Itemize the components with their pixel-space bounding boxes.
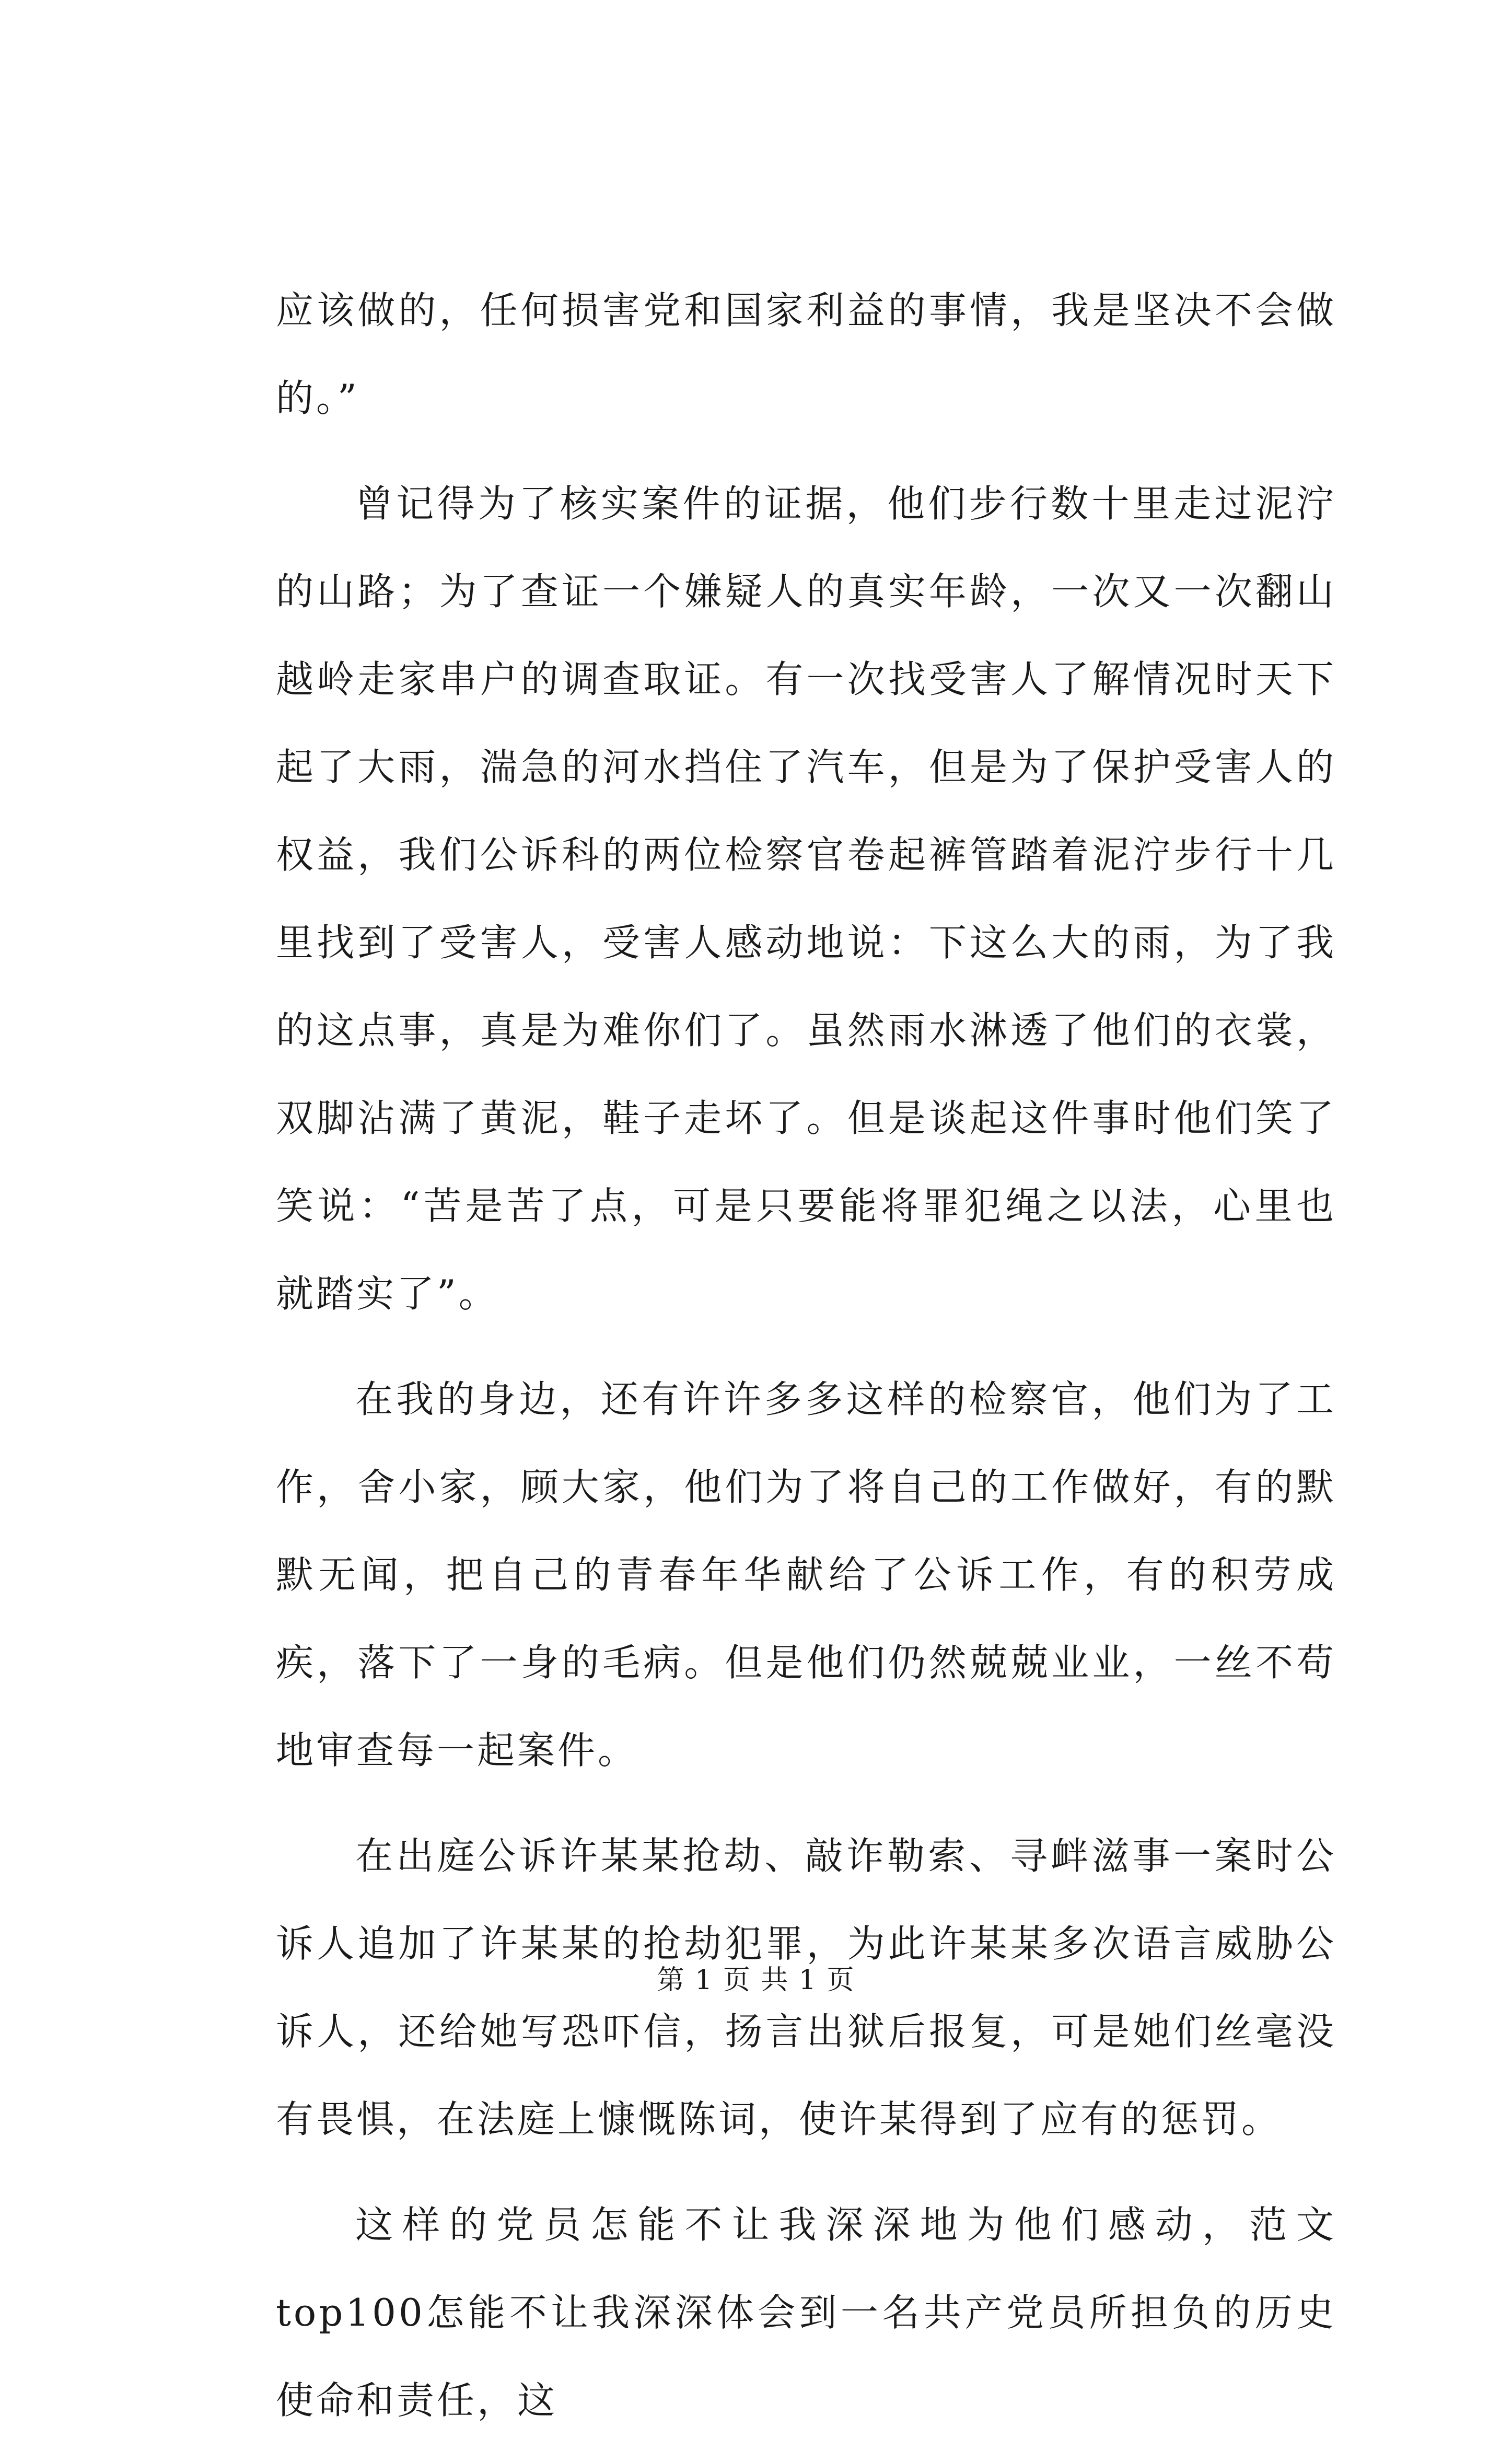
paragraph-prosecutors-dedication: 在我的身边，还有许许多多这样的检察官，他们为了工作，舍小家，顾大家，他们为了将自己的工作做好，有的默默无闻，把自己的青春年华献给了公诉工作，有的积劳成疾，落下了一身的毛病。但是他们仍然兢兢业业，一丝不苟地审查每一起案件。 [276, 1377, 1336, 1772]
page-number-footer: 第 1 页 共 1 页 [657, 1965, 855, 1996]
paragraph-court-case: 在出庭公诉许某某抢劫、敲诈勒索、寻衅滋事一案时公诉人追加了许某某的抢劫犯罪，为此许某某多次语言威胁公诉人，还给她写恐吓信，扬言出狱后报复，可是她们丝毫没有畏惧，在法庭上慷慨陈词，使许某得到了应有的惩罚。 [276, 1834, 1336, 2141]
paragraph-evidence-investigation: 曾记得为了核实案件的证据，他们步行数十里走过泥泞的山路；为了查证一个嫌疑人的真实年龄，一次又一次翻山越岭走家串户的调查取证。有一次找受害人了解情况时天下起了大雨，湍急的河水挡住了汽车，但是为了保护受害人的权益，我们公诉科的两位检察官卷起裤管踏着泥泞步行十几里找到了受害人，受害人感动地说：下这么大的雨，为了我的这点事，真是为难你们了。虽然雨水淋透了他们的衣裳，双脚沾满了黄泥，鞋子走坏了。但是谈起这件事时他们笑了笑说：“苦是苦了点，可是只要能将罪犯绳之以法，心里也就踏实了”。 [276, 482, 1336, 1316]
paragraph-continued: 应该做的，任何损害党和国家利益的事情，我是坚决不会做的。” [276, 288, 1336, 420]
paragraph-party-members: 这样的党员怎能不让我深深地为他们感动，范文top100怎能不让我深深体会到一名共产党员所担负的历史使命和责任，这 [276, 2203, 1336, 2422]
document-body [276, 266, 1336, 2462]
